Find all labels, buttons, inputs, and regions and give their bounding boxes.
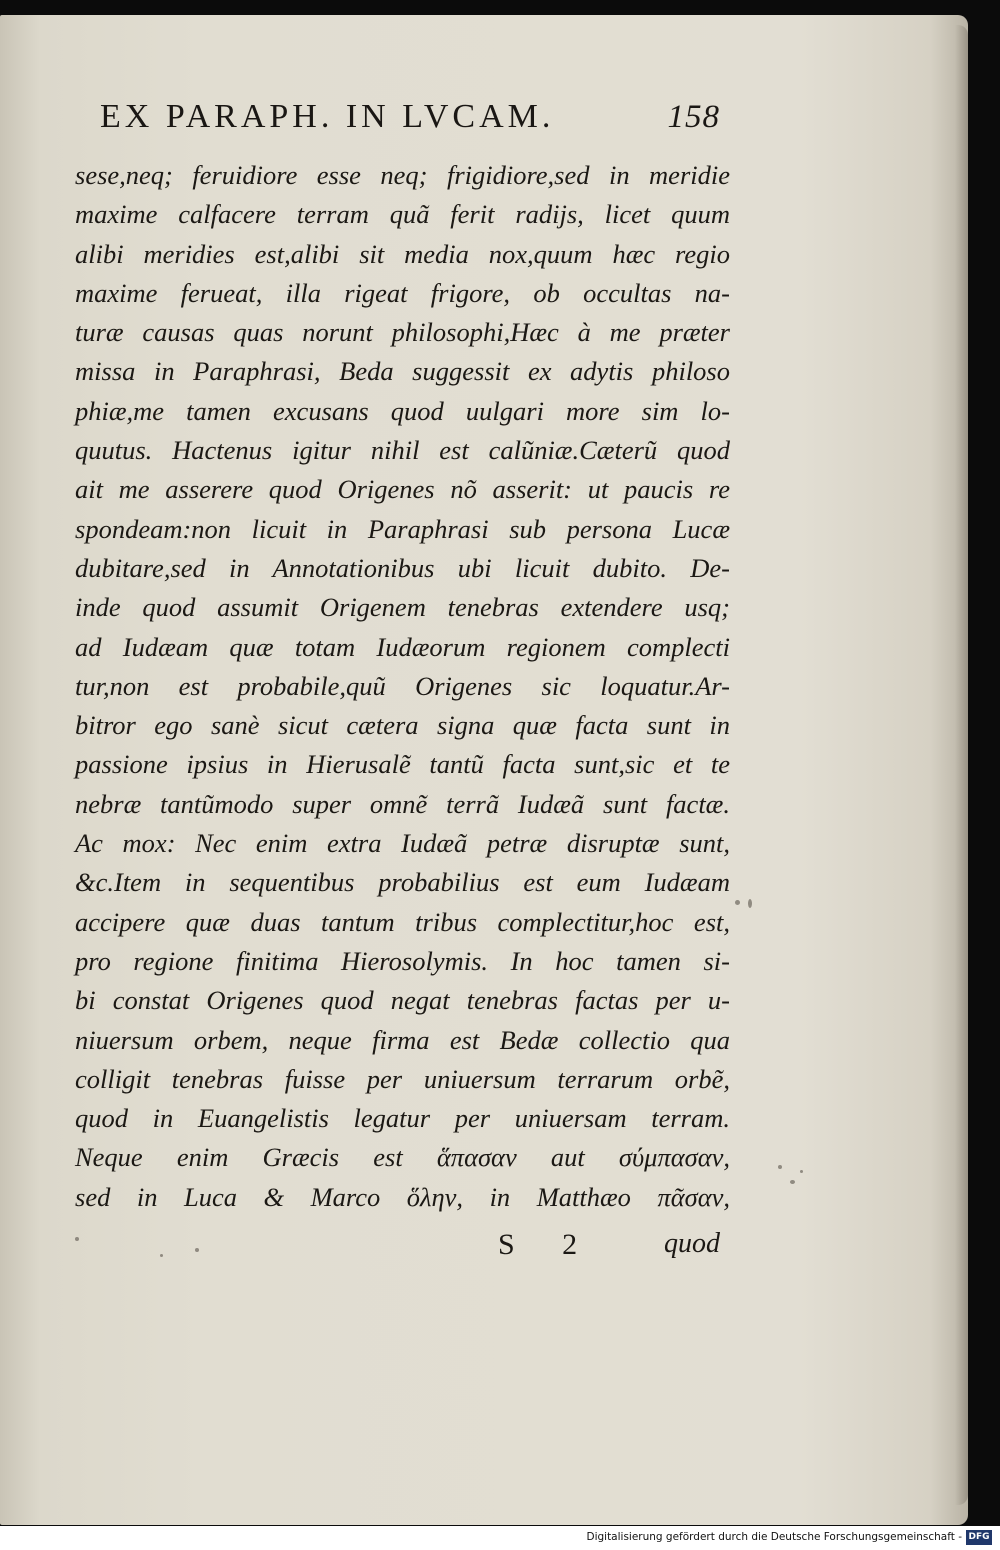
text-line: alibi meridies est,alibi sit media nox,quum hæc regio [75, 238, 730, 269]
text-line: sed in Luca & Marco ὅλην, in Matthæo πᾶσαν, [75, 1181, 730, 1212]
page-speck [800, 1170, 803, 1173]
signature-mark: S 2 [498, 1228, 598, 1261]
credit-text: Digitalisierung gefördert durch die Deutsche Forschungsgemeinschaft - [586, 1531, 962, 1543]
page-speck [778, 1165, 782, 1169]
text-line: inde quod assumit Origenem tenebras extendere usq; [75, 592, 730, 623]
text-line: Neque enim Græcis est ἅπασαν aut σύμπασαν, [75, 1142, 730, 1173]
page-edge-shadow [955, 25, 968, 1505]
text-line: spondeam:non licuit in Paraphrasi sub persona Lucæ [75, 513, 730, 544]
text-line: ait me asserere quod Origenes nõ asserit: ut paucis re [75, 474, 730, 505]
text-line: quod in Euangelistis legatur per uniuersam terram. [75, 1103, 730, 1134]
text-line: ad Iudæam quæ totam Iudæorum regionem complecti [75, 631, 730, 662]
text-block [75, 156, 730, 1217]
text-line: nebræ tantũmodo super omnẽ terrã Iudæã sunt factæ. [75, 788, 730, 819]
dfg-logo: DFG [966, 1530, 992, 1545]
running-title: EX PARAPH. IN LVCAM. [100, 98, 555, 135]
text-line: quutus. Hactenus igitur nihil est calũniæ.Cæterũ quod [75, 435, 730, 466]
page-speck [75, 1237, 79, 1241]
text-line: tur,non est probabile,quũ Origenes sic loquatur.Ar- [75, 670, 730, 701]
text-line: maxime calfacere terram quã ferit radijs, licet quum [75, 199, 730, 230]
text-line: pro regione finitima Hierosolymis. In hoc tamen si- [75, 945, 730, 976]
text-line: &c.Item in sequentibus probabilius est eum Iudæam [75, 867, 730, 898]
text-line: niuersum orbem, neque firma est Bedæ collectio qua [75, 1024, 730, 1055]
text-line: bi constat Origenes quod negat tenebras factas per u- [75, 985, 730, 1016]
text-line: Ac mox: Nec enim extra Iudæã petræ disruptæ sunt, [75, 828, 730, 859]
text-line: passione ipsius in Hierusalẽ tantũ facta sunt,sic et te [75, 749, 730, 780]
catchword: quod [664, 1228, 720, 1259]
folio-number: 158 [667, 99, 720, 135]
page-speck [790, 1180, 795, 1184]
running-head [100, 98, 720, 148]
text-line: missa in Paraphrasi, Beda suggessit ex adytis philoso [75, 356, 730, 387]
text-line: accipere quæ duas tantum tribus complectitur,hoc est, [75, 906, 730, 937]
page-speck [748, 899, 752, 908]
text-line: phiæ,me tamen excusans quod uulgari more sim lo- [75, 395, 730, 426]
page-speck [735, 900, 740, 905]
catchline [100, 1228, 720, 1272]
text-line: sese,neq; feruidiore esse neq; frigidiore,sed in meridie [75, 160, 730, 190]
text-line: maxime ferueat, illa rigeat frigore, ob occultas na- [75, 277, 730, 308]
text-line: turæ causas quas norunt philosophi,Hæc à me præter [75, 317, 730, 348]
text-line: colligit tenebras fuisse per uniuersum terrarum orbẽ, [75, 1063, 730, 1094]
text-line: dubitare,sed in Annotationibus ubi licuit dubito. De- [75, 552, 730, 583]
text-line: bitror ego sanè sicut cætera signa quæ facta sunt in [75, 710, 730, 741]
credit-bar [0, 1526, 1000, 1550]
